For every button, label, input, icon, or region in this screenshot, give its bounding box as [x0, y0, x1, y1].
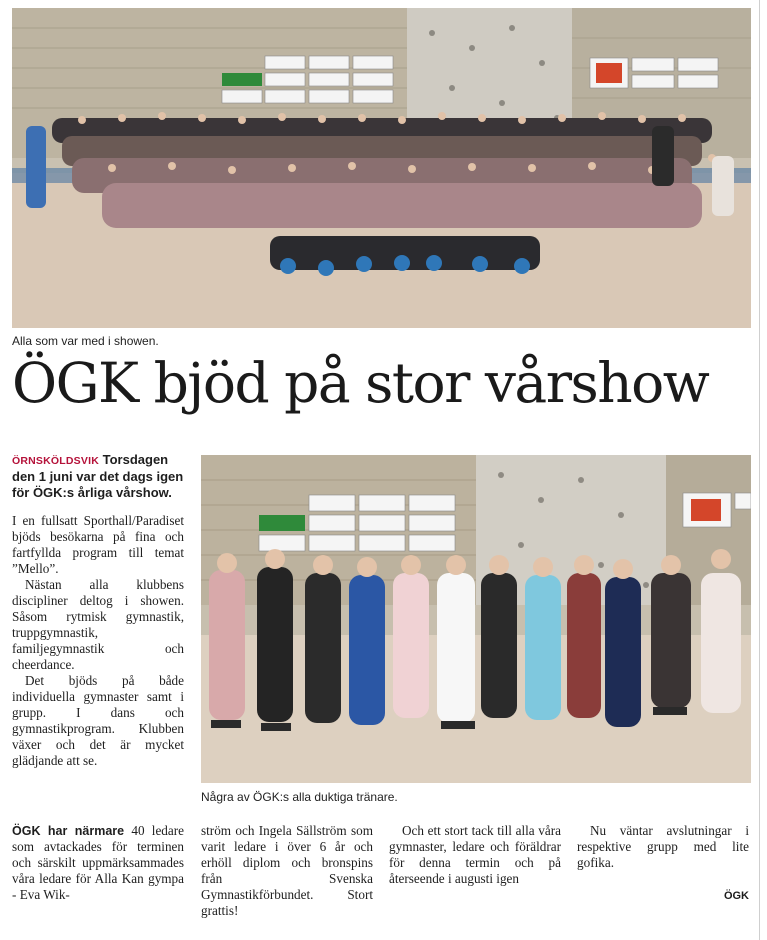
body-paragraph: Nästan alla klubbens discipliner deltog i showen. Såsom rytmisk gymnastik, truppgymnastik, familjegymnastik och cheerdance. [12, 577, 184, 672]
article-column-1-continued [12, 823, 184, 903]
photo-caption-coaches: Några av ÖGK:s alla duktiga tränare. [201, 790, 398, 804]
group-photo-image [12, 8, 751, 328]
runin-text: 40 ledare som avtackades för terminen och särskilt uppmärksammades våra ledare för Alla Kan gympa - Eva Wik- [12, 823, 184, 902]
runin-heading: ÖGK har närmare [12, 824, 125, 838]
coaches-photo-image [201, 455, 751, 783]
article-lead [12, 452, 184, 501]
body-paragraph: Och ett stort tack till alla våra gymnaster, ledare och föräldrar för denna termin och på återseende i augusti igen [389, 823, 561, 886]
body-paragraph: ström och Ingela Sällström som varit ledare i över 6 år och erhöll diplom och bronspins från Svenska Gymnastikförbundet. Stort grattis! [201, 823, 373, 918]
article-column-4 [577, 823, 749, 871]
article-column-2 [201, 823, 373, 919]
article-column-3 [389, 823, 561, 887]
body-paragraph: I en fullsatt Sporthall/Paradiset bjöds besökarna på fina och fartfyllda program till temat ”Mello”. [12, 513, 184, 576]
article-headline: ÖGK bjöd på stor vårshow [12, 351, 709, 415]
lead-text: Torsdagen den 1 juni var det dags igen för ÖGK:s årliga vårshow. [12, 452, 184, 500]
page-edge-rule [759, 0, 760, 940]
coaches-photo [201, 455, 751, 783]
dateline: ÖRNSKÖLDSVIK [12, 455, 99, 467]
group-photo-all-participants [12, 8, 751, 328]
photo-caption-all-participants: Alla som var med i showen. [12, 334, 159, 348]
author-signature: ÖGK [723, 890, 749, 902]
article-column-1 [12, 452, 184, 769]
body-paragraph: Det bjöds på både individuella gymnaster samt i grupp. I dans och gymnastikprogram. Klubben växer och det är mycket glädjande att se. [12, 673, 184, 768]
body-paragraph: Nu väntar avslutningar i respektive grupp med lite gofika. [577, 823, 749, 870]
